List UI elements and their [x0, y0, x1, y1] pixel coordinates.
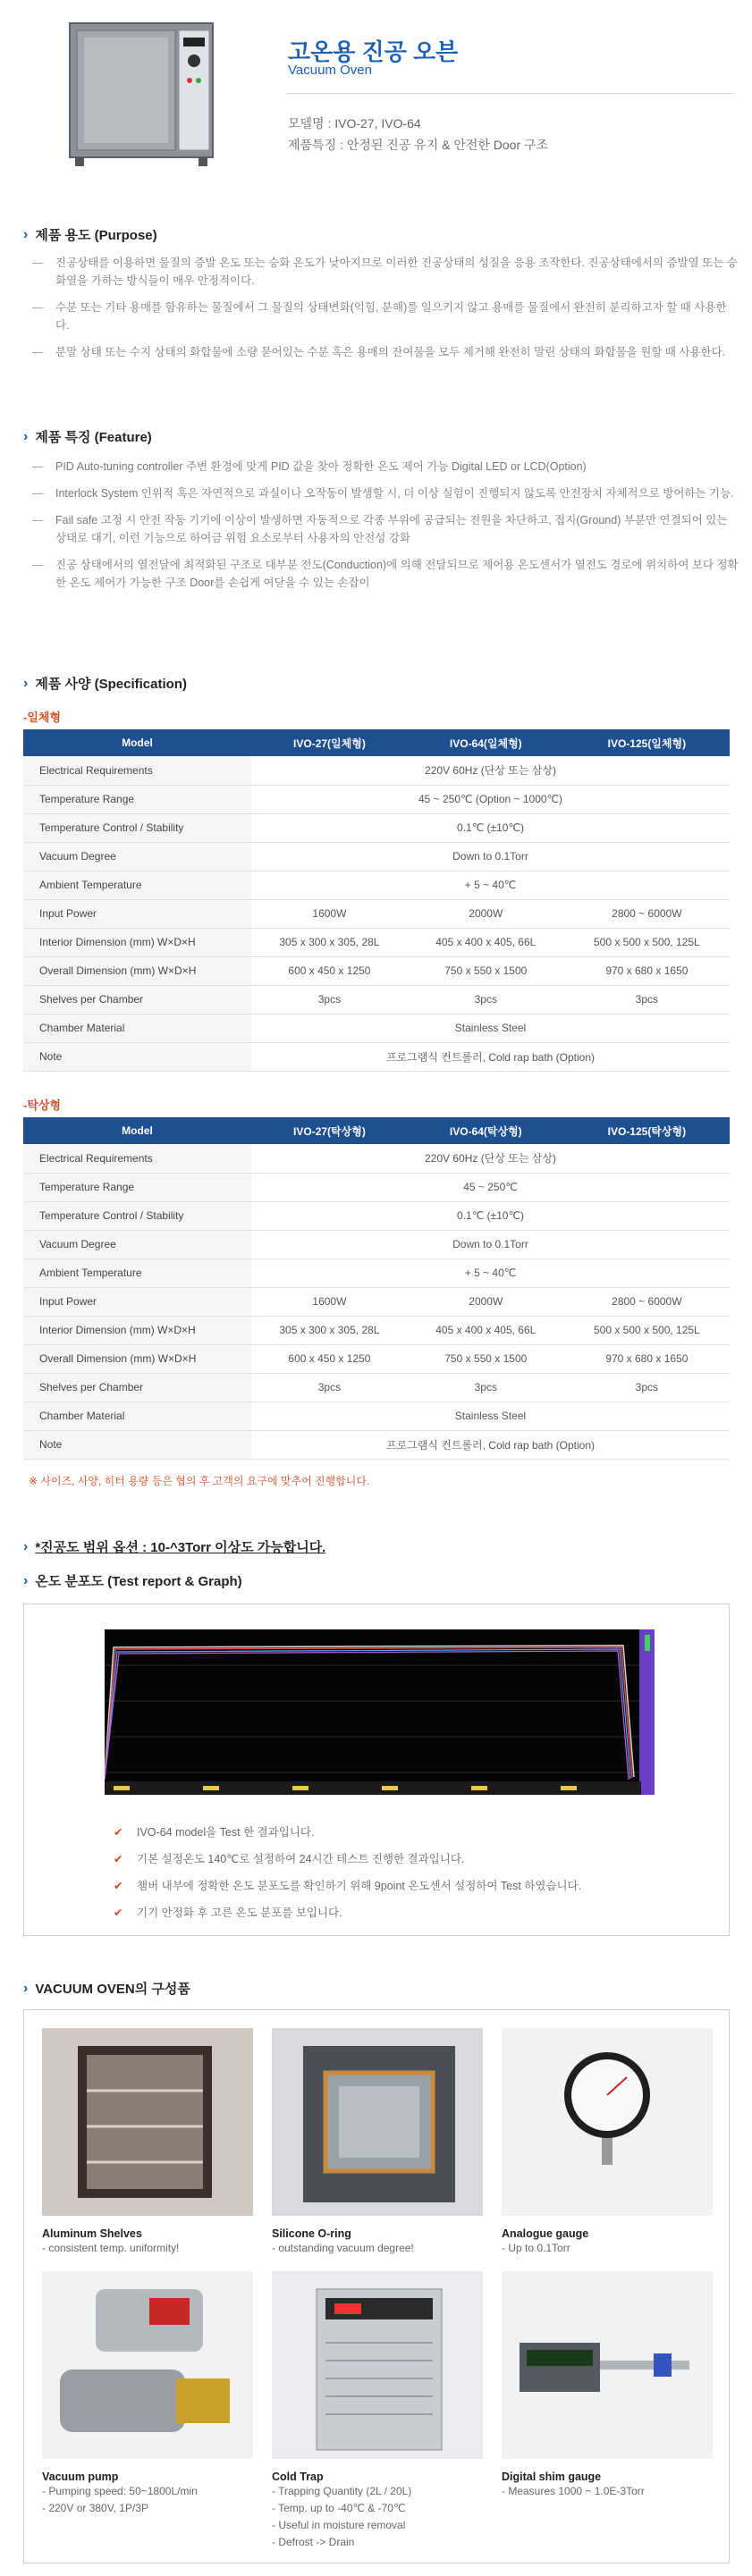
table-cell: + 5 ~ 40℃	[251, 1259, 730, 1287]
component-desc: - Defrost -> Drain	[272, 2536, 355, 2548]
vacuum-oven-image	[64, 18, 221, 170]
table-cell: 220V 60Hz (단상 또는 삼상)	[251, 756, 730, 785]
row-label: Interior Dimension (mm) W×D×H	[23, 928, 251, 956]
list-item: — 진공상태를 이용하면 물질의 증발 온도 또는 승화 온도가 낮아지므로 이러한 진공상태의 성질을 응용 조작한다. 진공상태에서의 증발열 또는 승화열을 가하는 방식들이 매우 안정적이다.	[32, 254, 739, 290]
table-cell: 2800 ~ 6000W	[564, 1287, 730, 1316]
component-desc: - outstanding vacuum degree!	[272, 2242, 414, 2254]
check-icon: ✔	[114, 1826, 123, 1839]
table-cell: 1600W	[251, 899, 408, 928]
table-cell: 600 x 450 x 1250	[251, 1344, 408, 1373]
table-cell: 프로그램식 컨트롤러, Cold rap bath (Option)	[251, 1042, 730, 1071]
components-heading	[23, 1979, 190, 1998]
row-label: Temperature Control / Stability	[23, 1201, 251, 1230]
table-cell: 970 x 680 x 1650	[564, 956, 730, 985]
table-cell: 3pcs	[408, 985, 564, 1014]
model-line: 모델명 : IVO-27, IVO-64	[288, 116, 421, 130]
list-item: — 수분 또는 기타 용매를 함유하는 물질에서 그 물질의 상태변화(익힘, 분해)를 일으키지 않고 용매를 물질에서 완전히 분리하고자 할 때 사용한다.	[32, 299, 739, 334]
component-name: Vacuum pump	[42, 2471, 119, 2483]
column-header: IVO-125(탁상형)	[564, 1117, 730, 1144]
table-cell: Stainless Steel	[251, 1402, 730, 1430]
table-row	[23, 928, 730, 956]
table-row	[23, 785, 730, 813]
vacuum-pump-image	[42, 2271, 253, 2459]
product-hero	[0, 0, 752, 188]
component-desc: - Measures 1000 ~ 1.0E-3Torr	[502, 2485, 645, 2497]
component-card	[272, 2271, 483, 2551]
chevron-right-icon: ›	[23, 428, 29, 444]
table-row	[23, 1287, 730, 1316]
feature-heading-text: 제품 특징 (Feature)	[35, 430, 152, 445]
list-item: ✔ 기기 안정화 후 고른 온도 분포를 보입니다.	[114, 1899, 581, 1926]
row-label: Interior Dimension (mm) W×D×H	[23, 1316, 251, 1344]
table-row	[23, 899, 730, 928]
table-row	[23, 985, 730, 1014]
row-label: Temperature Range	[23, 785, 251, 813]
table-cell: 405 x 400 x 405, 66L	[408, 928, 564, 956]
purpose-list	[32, 254, 739, 370]
table-label-tabletop: -탁상형	[23, 1099, 62, 1112]
row-label: Vacuum Degree	[23, 1230, 251, 1259]
table-row	[23, 1201, 730, 1230]
table-cell: 220V 60Hz (단상 또는 삼상)	[251, 1144, 730, 1173]
list-item: ✔ 기본 설정온도 140℃로 설정하여 24시간 테스트 진행한 결과입니다.	[114, 1846, 581, 1873]
cold-trap-image	[272, 2271, 483, 2459]
page-title: 고온용 진공 오븐	[288, 38, 459, 65]
column-header: IVO-27(일체형)	[251, 729, 408, 756]
row-label: Electrical Requirements	[23, 756, 251, 785]
list-item: — Fail safe 고정 시 안전 작동 기기에 이상이 발생하면 자동적으로 각종 부위에 공급되는 전원을 차단하고, 접지(Ground) 부분만 연결되어 있는 상태로 대기, 이런 기능으로 하여금 위험 요소로부터 사용자의 안전성 강화	[32, 511, 739, 547]
component-desc: - 220V or 380V, 1P/3P	[42, 2502, 148, 2514]
row-label: Shelves per Chamber	[23, 985, 251, 1014]
component-card	[272, 2028, 483, 2257]
component-desc: - Pumping speed: 50~1800L/min	[42, 2485, 198, 2497]
table-cell: 45 ~ 250℃	[251, 1173, 730, 1201]
component-card	[502, 2028, 713, 2257]
table-row	[23, 871, 730, 899]
row-label: Temperature Range	[23, 1173, 251, 1201]
table-cell: 1600W	[251, 1287, 408, 1316]
table-row	[23, 1042, 730, 1071]
table-cell: 3pcs	[408, 1373, 564, 1402]
row-label: Note	[23, 1042, 251, 1071]
vacuum-note: *진공도 범위 옵션 : 10-^3Torr 이상도 가능합니다.	[35, 1540, 326, 1555]
row-label: Shelves per Chamber	[23, 1373, 251, 1402]
list-item: — Interlock System 인위적 혹은 자연적으로 과실이나 오작동이 발생할 시, 더 이상 실험이 진행되지 않도록 안전장치 자체적으로 방어하는 기능.	[32, 484, 739, 502]
table-cell: 750 x 550 x 1500	[408, 956, 564, 985]
table-row	[23, 1373, 730, 1402]
chevron-right-icon: ›	[23, 1538, 29, 1554]
chevron-right-icon: ›	[23, 1980, 29, 1996]
row-label: Note	[23, 1430, 251, 1459]
table-cell: Down to 0.1Torr	[251, 842, 730, 871]
chevron-right-icon: ›	[23, 226, 29, 242]
component-name: Silicone O-ring	[272, 2227, 351, 2240]
spec-table-integrated	[23, 729, 730, 1072]
table-cell: 0.1℃ (±10℃)	[251, 813, 730, 842]
spec-table-tabletop	[23, 1117, 730, 1460]
table-row	[23, 756, 730, 785]
component-desc: - Useful in moisture removal	[272, 2519, 406, 2531]
components-box	[23, 2009, 730, 2563]
row-label: Ambient Temperature	[23, 1259, 251, 1287]
table-row	[23, 1344, 730, 1373]
test-heading-text: 온도 분포도 (Test report & Graph)	[35, 1574, 242, 1589]
component-name: Digital shim gauge	[502, 2471, 602, 2483]
table-cell: 500 x 500 x 500, 125L	[564, 928, 730, 956]
table-row	[23, 1144, 730, 1173]
list-item: — 진공 상태에서의 열전달에 최적화된 구조로 대부분 전도(Conduction)에 의해 전달되므로 제어용 온도센서가 열전도 경로에 위치하여 보다 정확한 온도 제어가 가능한 구조 Door를 손쉽게 여닫을 수 있는 손잡이	[32, 556, 739, 592]
table-cell: 600 x 450 x 1250	[251, 956, 408, 985]
table-row	[23, 1402, 730, 1430]
component-desc: - Up to 0.1Torr	[502, 2242, 570, 2254]
check-icon: ✔	[114, 1907, 123, 1919]
table-row	[23, 842, 730, 871]
component-desc: - consistent temp. uniformity!	[42, 2242, 180, 2254]
chevron-right-icon: ›	[23, 1572, 29, 1588]
list-item: — 분말 상태 또는 수지 상태의 화합물에 소량 묻어있는 수분 혹은 용매의 잔여물을 모두 제거해 완전히 말린 상태의 화합물을 원할 때 사용한다.	[32, 343, 739, 361]
spec-heading	[23, 674, 187, 693]
aluminum-shelves-image	[42, 2028, 253, 2216]
table-cell: 2000W	[408, 899, 564, 928]
table-cell: 500 x 500 x 500, 125L	[564, 1316, 730, 1344]
table-cell: 750 x 550 x 1500	[408, 1344, 564, 1373]
check-icon: ✔	[114, 1880, 123, 1892]
table-cell: 3pcs	[251, 985, 408, 1014]
feature-heading	[23, 427, 152, 446]
table-cell: + 5 ~ 40℃	[251, 871, 730, 899]
table-row	[23, 956, 730, 985]
row-label: Chamber Material	[23, 1014, 251, 1042]
row-label: Overall Dimension (mm) W×D×H	[23, 1344, 251, 1373]
row-label: Temperature Control / Stability	[23, 813, 251, 842]
component-card	[42, 2028, 253, 2257]
title-divider	[286, 93, 733, 94]
component-desc: - Trapping Quantity (2L / 20L)	[272, 2485, 412, 2497]
component-name: Analogue gauge	[502, 2227, 589, 2240]
row-label: Chamber Material	[23, 1402, 251, 1430]
table-row	[23, 813, 730, 842]
table-cell: 2800 ~ 6000W	[564, 899, 730, 928]
table-cell: 3pcs	[251, 1373, 408, 1402]
row-label: Input Power	[23, 899, 251, 928]
table-cell: 970 x 680 x 1650	[564, 1344, 730, 1373]
row-label: Ambient Temperature	[23, 871, 251, 899]
table-cell: 45 ~ 250℃ (Option ~ 1000℃)	[251, 785, 730, 813]
digital-gauge-image	[502, 2271, 713, 2459]
row-label: Vacuum Degree	[23, 842, 251, 871]
purpose-heading-text: 제품 용도 (Purpose)	[35, 228, 157, 243]
chevron-right-icon: ›	[23, 675, 29, 691]
table-row	[23, 1230, 730, 1259]
components-heading-text: VACUUM OVEN의 구성품	[35, 1982, 190, 1997]
test-heading	[23, 1571, 242, 1590]
list-item: ✔ 챔버 내부에 정확한 온도 분포도를 확인하기 위해 9point 온도센서 설정하여 Test 하였습니다.	[114, 1873, 581, 1899]
row-label: Electrical Requirements	[23, 1144, 251, 1173]
page-subtitle: Vacuum Oven	[288, 63, 372, 78]
column-header: IVO-64(탁상형)	[408, 1117, 564, 1144]
column-header: IVO-27(탁상형)	[251, 1117, 408, 1144]
table-row	[23, 1173, 730, 1201]
table-cell: 305 x 300 x 305, 28L	[251, 928, 408, 956]
check-icon: ✔	[114, 1853, 123, 1865]
test-report-box	[23, 1604, 730, 1936]
column-header: Model	[23, 729, 251, 756]
table-cell: 2000W	[408, 1287, 564, 1316]
table-cell: Down to 0.1Torr	[251, 1230, 730, 1259]
table-header-row	[23, 1117, 730, 1144]
table-cell: 305 x 300 x 305, 28L	[251, 1316, 408, 1344]
spec-heading-text: 제품 사양 (Specification)	[35, 677, 187, 692]
table-cell: 프로그램식 컨트롤러, Cold rap bath (Option)	[251, 1430, 730, 1459]
component-name: Aluminum Shelves	[42, 2227, 142, 2240]
column-header: Model	[23, 1117, 251, 1144]
column-header: IVO-125(일체형)	[564, 729, 730, 756]
column-header: IVO-64(일체형)	[408, 729, 564, 756]
vacuum-note-row	[23, 1537, 325, 1556]
component-desc: - Temp. up to -40℃ & -70℃	[272, 2502, 406, 2514]
analogue-gauge-image	[502, 2028, 713, 2216]
component-card	[42, 2271, 253, 2517]
feature-list	[32, 458, 739, 601]
purpose-heading	[23, 225, 157, 244]
table-row	[23, 1316, 730, 1344]
table-row	[23, 1259, 730, 1287]
spec-warning: ※ 사이즈, 사양, 히터 용량 등은 협의 후 고객의 요구에 맞추어 진행합니다.	[29, 1475, 370, 1487]
table-header-row	[23, 729, 730, 756]
component-card	[502, 2271, 713, 2500]
list-item: ✔ IVO-64 model을 Test 한 결과입니다.	[114, 1819, 581, 1846]
table-cell: Stainless Steel	[251, 1014, 730, 1042]
silicone-oring-image	[272, 2028, 483, 2216]
table-cell: 3pcs	[564, 985, 730, 1014]
row-label: Input Power	[23, 1287, 251, 1316]
test-result-list	[114, 1819, 581, 1926]
table-cell: 405 x 400 x 405, 66L	[408, 1316, 564, 1344]
table-cell: 0.1℃ (±10℃)	[251, 1201, 730, 1230]
temperature-graph	[105, 1629, 655, 1795]
table-label-integrated: -일체형	[23, 711, 62, 724]
feature-line: 제품특징 : 안정된 진공 유지 & 안전한 Door 구조	[288, 138, 549, 152]
list-item: — PID Auto-tuning controller 주변 환경에 맞게 PID 값을 찾아 정확한 온도 제어 가능 Digital LED or LCD(Option)	[32, 458, 739, 476]
component-name: Cold Trap	[272, 2471, 324, 2483]
table-row	[23, 1430, 730, 1459]
table-cell: 3pcs	[564, 1373, 730, 1402]
table-row	[23, 1014, 730, 1042]
row-label: Overall Dimension (mm) W×D×H	[23, 956, 251, 985]
